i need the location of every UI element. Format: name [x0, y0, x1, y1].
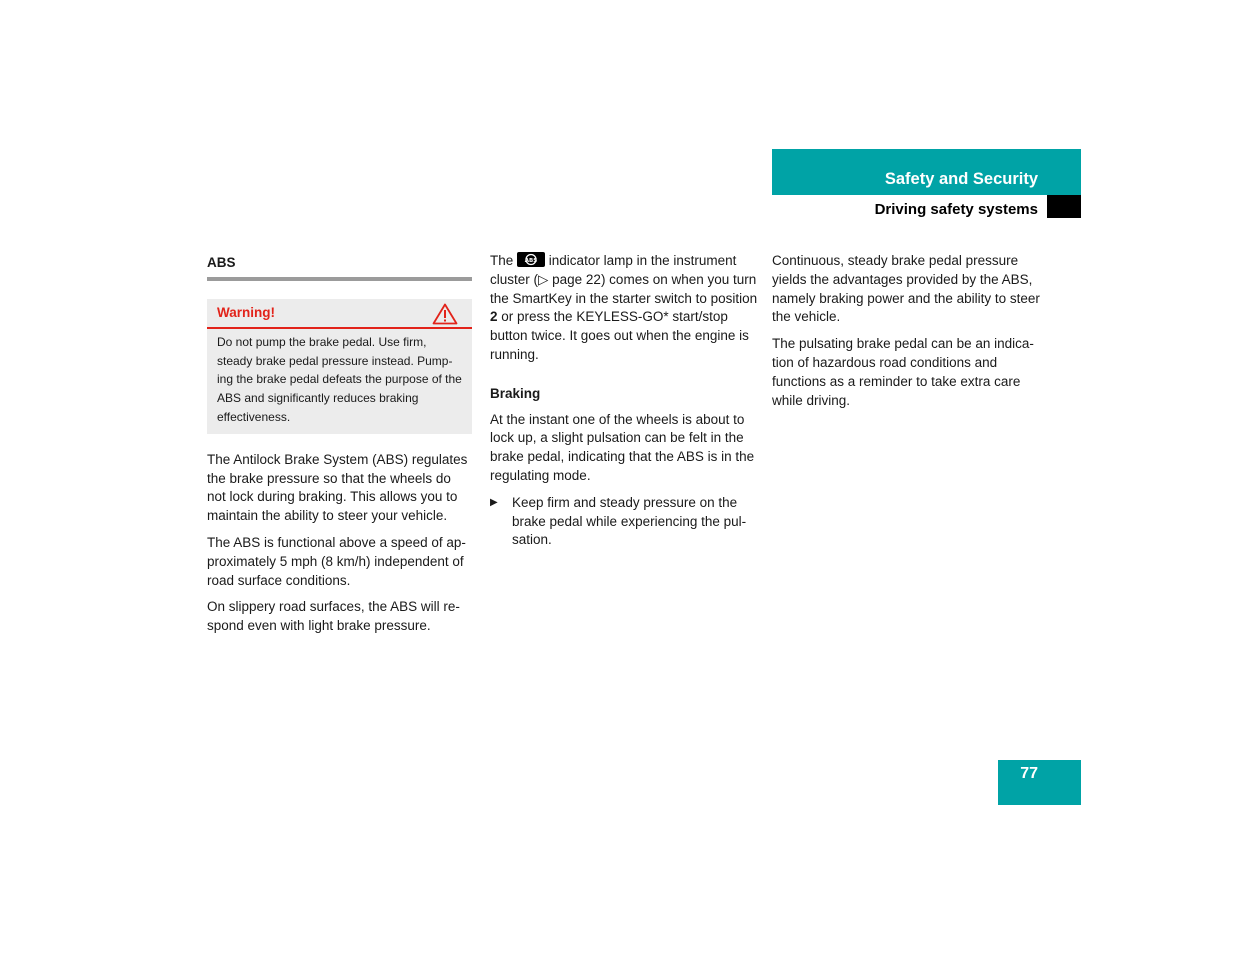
warning-text: Do not pump the brake pedal. Use firm, steady brake pedal pressure instead. Pump-ing the brake pedal defeats the purpose of the ABS and significantly reduces braking effectiveness.: [217, 334, 462, 424]
key-position: 2: [490, 309, 498, 325]
triangle-bullet-icon: ▶: [490, 496, 498, 508]
svg-text:ABS: ABS: [524, 258, 538, 264]
paragraph: The Antilock Brake System (ABS) regulates the brake pressure so that the wheels do not lock during braking. This allows you to maintain the ability to steer your vehicle.: [207, 451, 468, 524]
subsection-title: Driving safety systems: [874, 201, 1038, 218]
header-marker: [1047, 195, 1081, 218]
paragraph: On slippery road surfaces, the ABS will re-spond even with light brake pressure.: [207, 599, 460, 634]
paragraph: Continuous, steady brake pedal pressure yields the advantages provided by the ABS, namely braking power and the ability to steer the vehicle.: [772, 253, 1040, 325]
warning-triangle-icon: [432, 303, 458, 325]
abs-indicator-lamp-icon: [517, 252, 545, 267]
warning-header: [207, 299, 472, 329]
abs-heading: ABS: [207, 255, 236, 270]
lamp-text-middle: indicator lamp in the instrument cluster (▷ page 22) comes on when you turn the SmartKey in the starter switch to position: [490, 253, 758, 306]
instruction-item: [490, 494, 758, 550]
lamp-paragraph: [490, 252, 758, 365]
instruction-text: Keep firm and steady pressure on the brake pedal while experiencing the pul-sation.: [512, 494, 747, 548]
section-title: Safety and Security: [884, 170, 1038, 188]
braking-heading: Braking: [490, 385, 541, 401]
page-number-band: [998, 760, 1081, 805]
paragraph: The pulsating brake pedal can be an indica-tion of hazardous road conditions and functions as a reminder to take extra care while driving.: [772, 336, 1034, 408]
abs-description: [207, 451, 472, 636]
column-1: [207, 252, 472, 644]
warning-label: Warning!: [217, 305, 275, 321]
lamp-text-end: or press the KEYLESS-GO* start/stop button twice. It goes out when the engine is running.: [490, 309, 749, 362]
heading-rule: [207, 277, 472, 281]
braking-paragraph: At the instant one of the wheels is about to lock up, a slight pulsation can be felt in the brake pedal, indicating that the ABS is in the regulating mode.: [490, 411, 755, 483]
column-2: [490, 252, 758, 550]
warning-box: [207, 299, 472, 434]
page-number: 77: [1020, 765, 1038, 782]
column-3: [772, 252, 1040, 418]
paragraph: The ABS is functional above a speed of ap-proximately 5 mph (8 km/h) independent of road surface conditions.: [207, 534, 466, 588]
lamp-text-start: The: [490, 253, 514, 268]
